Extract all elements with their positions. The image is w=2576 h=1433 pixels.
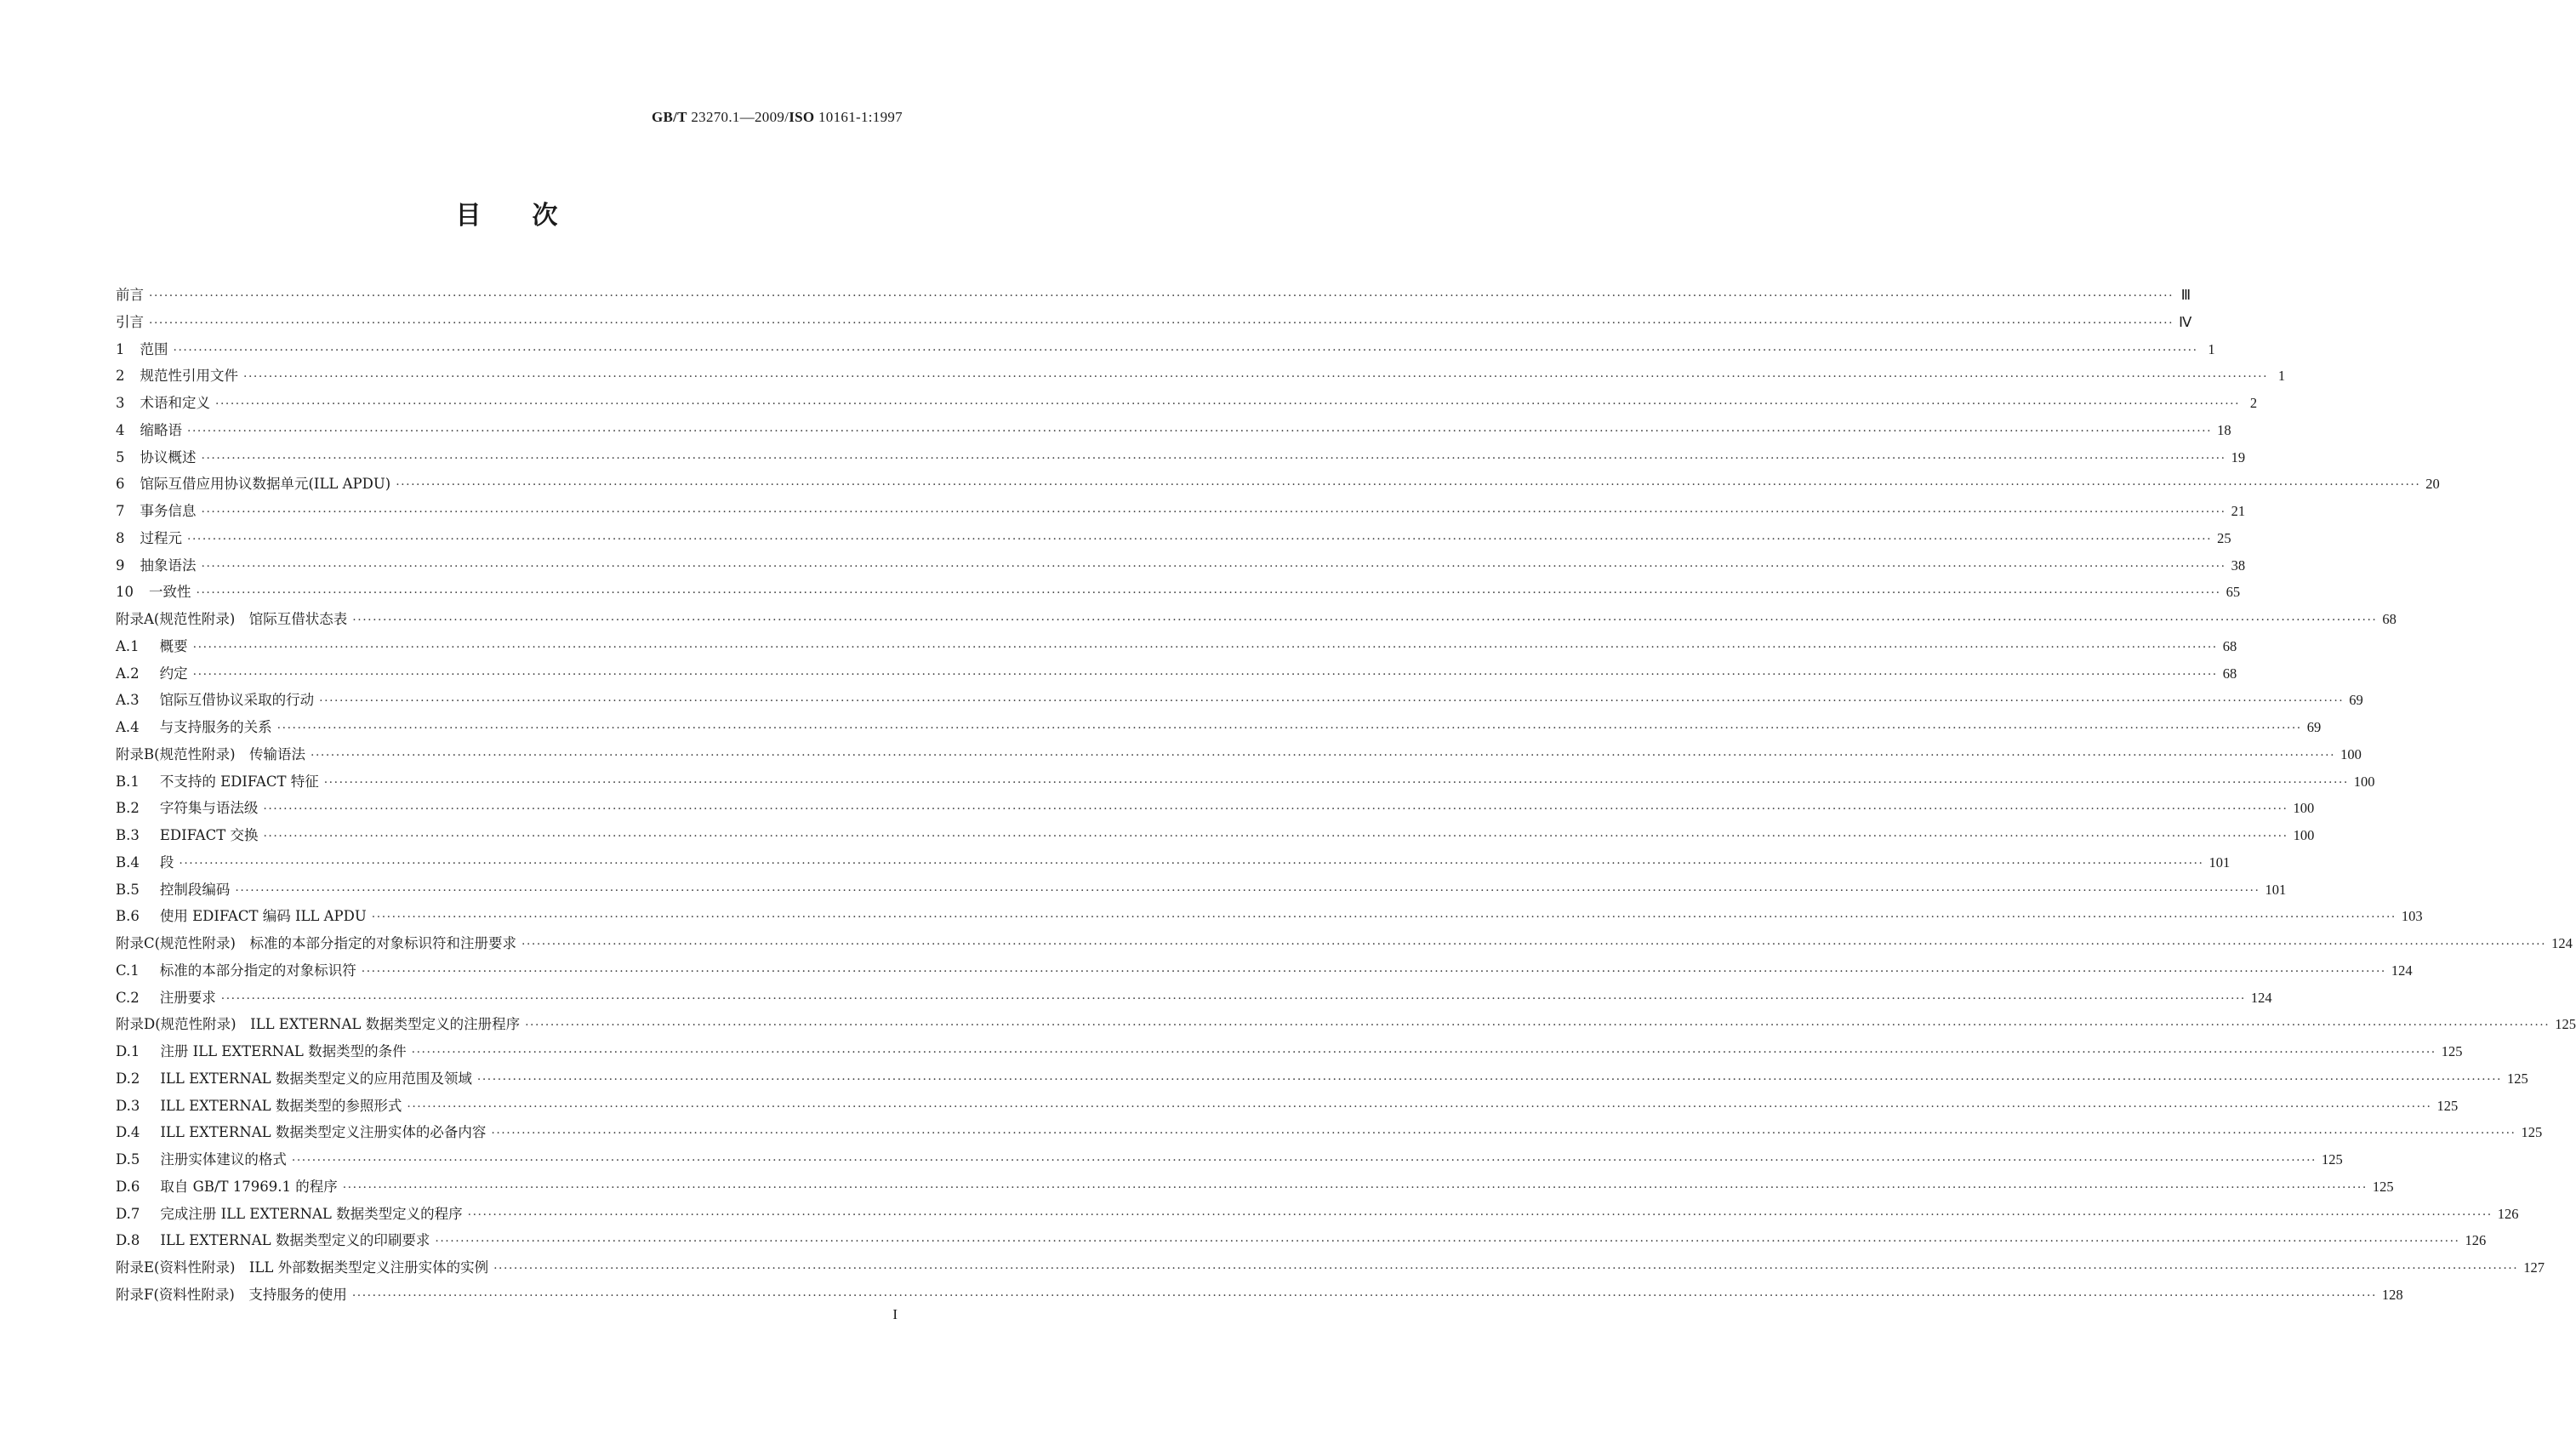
leader-dots: ················································································································································································································································································································································································································ (196, 586, 2221, 601)
toc-entry-number: C.1 (116, 962, 140, 979)
toc-entry[interactable] (116, 768, 2375, 796)
toc-entry-label: 使用 EDIFACT 编码 ILL APDU (159, 908, 367, 925)
toc-entry[interactable] (116, 1254, 2545, 1282)
toc-entry-title (116, 1011, 520, 1038)
leader-dots: ················································································································································································································································································································································································································ (521, 938, 2547, 951)
toc-entry-title (116, 741, 305, 768)
toc-entry-label: 注册要求 (159, 989, 216, 1006)
leader-dots: ················································································································································································································································································································································································································ (493, 1262, 2519, 1276)
toc-entry-number: D.6 (116, 1178, 140, 1195)
toc-entry-title (116, 417, 182, 444)
toc-entry-label: 附录D(规范性附录) ILL EXTERNAL 数据类型定义的注册程序 (116, 1016, 521, 1033)
toc-entry[interactable] (116, 1119, 2543, 1146)
toc-entry-label: 前言 (116, 287, 144, 303)
leader-dots: ················································································································································································································································································································································································································ (149, 289, 2174, 303)
toc-entry-label: 附录C(规范性附录) 标准的本部分指定的对象标识符和注册要求 (116, 935, 516, 951)
toc-entry-label: 注册实体建议的格式 (160, 1151, 287, 1168)
toc-entry-number: 9 (116, 557, 125, 574)
leader-dots: ················································································································································································································································································································································································································ (351, 1288, 2377, 1303)
toc-entry-title (116, 606, 347, 633)
toc-entry-page: 69 (2306, 719, 2322, 735)
toc-entry-label: 段 (159, 854, 174, 871)
toc-entry[interactable] (116, 552, 2246, 579)
leader-dots: ················································································································································································································································································································································································································ (235, 883, 2260, 898)
toc-entry-number: D.3 (116, 1097, 140, 1114)
toc-entry[interactable] (116, 714, 2322, 741)
leader-dots: ················································································································································································································································································································································································································ (396, 478, 2421, 493)
toc-entry-label: 控制段编码 (159, 881, 231, 898)
toc-entry-number: D.2 (116, 1070, 140, 1087)
leader-dots: ················································································································································································································································································································································································································ (220, 991, 2246, 1006)
toc-entry[interactable] (116, 498, 2246, 525)
toc-entry-title (116, 1038, 407, 1065)
toc-entry-number: C.2 (116, 989, 140, 1006)
toc-entry-title (116, 1093, 402, 1120)
toc-entry-page: Ⅲ (2180, 287, 2191, 303)
leader-dots: ················································································································································································································································································································································································································ (201, 559, 2226, 574)
toc-entry[interactable] (116, 1282, 2403, 1309)
toc-entry-label: 协议概述 (140, 448, 197, 465)
leader-dots: ················································································································································································································································································································································································································ (215, 397, 2241, 411)
toc-entry[interactable] (116, 444, 2246, 471)
leader-dots: ················································································································································································································································································································································································································ (187, 532, 2213, 546)
toc-entry[interactable] (116, 795, 2315, 822)
toc-entry[interactable] (116, 1065, 2528, 1093)
toc-entry-page: 21 (2231, 503, 2246, 519)
toc-entry[interactable] (116, 876, 2287, 904)
toc-entry-title (116, 1065, 472, 1093)
toc-entry[interactable] (116, 390, 2258, 417)
toc-entry-number: A.1 (116, 637, 140, 654)
toc-entry-label: 一致性 (149, 584, 191, 601)
leader-dots: ················································································································································································································································································································································································································ (319, 694, 2345, 709)
toc-entry-label: ILL EXTERNAL 数据类型的参照形式 (160, 1097, 402, 1114)
toc-entry-label: 取自 GB/T 17969.1 的程序 (160, 1178, 338, 1195)
toc-entry-page: 103 (2401, 908, 2423, 925)
leader-dots: ················································································································································································································································································································································································································ (342, 1180, 2368, 1195)
toc-entry-number: 4 (116, 421, 125, 438)
leader-dots: ················································································································································································································································································································································································································ (361, 964, 2386, 979)
toc-entry-page: 68 (2222, 637, 2237, 654)
toc-entry-number: 2 (116, 368, 125, 385)
toc-entry[interactable] (116, 1173, 2394, 1201)
toc-entry-title (116, 876, 230, 904)
leader-dots: ················································································································································································································································································································································································································ (323, 775, 2349, 790)
toc-entry[interactable] (116, 633, 2237, 660)
toc-entry-label: 事务信息 (140, 503, 197, 519)
toc-entry-title (116, 903, 367, 930)
toc-entry[interactable] (116, 985, 2272, 1012)
toc-entry-page: 124 (2391, 962, 2413, 979)
toc-entry-title (116, 1254, 488, 1282)
toc-entry-page: 18 (2217, 421, 2231, 438)
toc-entry-page: 125 (2441, 1043, 2463, 1059)
toc-entry-title (116, 1282, 347, 1309)
toc-entry-title (116, 444, 197, 471)
leader-dots: ················································································································································································································································································································································································································ (407, 1099, 2432, 1114)
page-number: I (892, 1306, 898, 1322)
toc-entry-page: 126 (2465, 1232, 2487, 1249)
toc-entry-page: 125 (2436, 1097, 2459, 1114)
toc-entry-page: 2 (2249, 395, 2258, 411)
leader-dots: ················································································································································································································································································································································································································ (201, 505, 2226, 519)
toc-entry[interactable] (116, 930, 2573, 957)
toc-entry-title (116, 282, 144, 309)
toc-entry-page: 125 (2321, 1151, 2343, 1168)
toc-entry-page: 126 (2497, 1205, 2519, 1222)
toc-entry-title (116, 849, 174, 876)
toc-entry-label: 抽象语法 (140, 557, 197, 574)
toc-entry-page: 124 (2551, 935, 2573, 951)
toc-entry[interactable] (116, 471, 2440, 498)
toc-entry-page: 20 (2425, 476, 2440, 493)
standard-code-prefix: GB/T (651, 109, 687, 125)
toc-entry[interactable] (116, 1011, 2576, 1038)
toc-entry[interactable] (116, 1201, 2519, 1228)
toc-entry-label: 引言 (116, 313, 144, 330)
toc-entry-title (116, 309, 144, 336)
toc-entry[interactable] (116, 417, 2231, 444)
toc-entry[interactable] (116, 741, 2362, 768)
toc-entry[interactable] (116, 363, 2286, 390)
toc-entry-title (116, 714, 272, 741)
toc-entry-title (116, 957, 356, 985)
toc-entry-label: 注册 ILL EXTERNAL 数据类型的条件 (160, 1043, 407, 1059)
toc-entry-page: 100 (2293, 800, 2315, 817)
toc-entry-page: 19 (2231, 448, 2246, 465)
toc-entry-page: 128 (2381, 1286, 2403, 1303)
toc-entry-number: B.6 (116, 908, 140, 925)
toc-entry-label: 馆际互借协议采取的行动 (159, 692, 315, 709)
leader-dots: ················································································································································································································································································································································································································ (352, 614, 2378, 627)
toc-entry-label: 术语和定义 (140, 395, 210, 411)
toc-entry-title (116, 687, 314, 714)
toc-entry-title (116, 930, 516, 957)
toc-entry-title (116, 822, 258, 849)
toc-entry[interactable] (116, 687, 2363, 714)
toc-entry-title (116, 1173, 338, 1201)
toc-entry-number: D.5 (116, 1151, 140, 1168)
toc-entry-label: 范围 (140, 340, 168, 357)
toc-entry-page: 68 (2382, 611, 2396, 627)
toc-entry-number: A.4 (116, 719, 140, 735)
toc-entry-page: 125 (2372, 1178, 2394, 1195)
toc-entry-number: D.7 (116, 1205, 140, 1222)
toc-entry-label: 缩略语 (140, 421, 182, 438)
standard-code (652, 109, 903, 126)
toc-entry-title (116, 525, 182, 552)
leader-dots: ················································································································································································································································································································································································································ (263, 802, 2288, 817)
toc-entry-title (116, 1227, 430, 1254)
leader-dots: ················································································································································································································································································································································································································ (411, 1046, 2436, 1059)
leader-dots: ················································································································································································································································································································································································································ (187, 424, 2213, 438)
toc-entry-number: B.4 (116, 854, 140, 871)
toc-entry[interactable] (116, 336, 2215, 363)
toc-entry-page: 100 (2293, 827, 2315, 843)
toc-entry-page: 100 (2353, 773, 2375, 790)
toc-entry-page: 69 (2349, 692, 2363, 709)
leader-dots: ················································································································································································································································································································································································································ (179, 856, 2204, 871)
toc-entry-title (116, 985, 216, 1012)
toc-entry-label: 完成注册 ILL EXTERNAL 数据类型定义的程序 (160, 1205, 463, 1222)
toc-entry-page: 125 (2506, 1070, 2528, 1087)
toc-entry-title (116, 633, 188, 660)
toc-entry[interactable] (116, 822, 2315, 849)
toc-entry-number: A.3 (116, 692, 140, 709)
leader-dots: ················································································································································································································································································································································································································ (149, 316, 2174, 330)
leader-dots: ················································································································································································································································································································································································································ (263, 830, 2288, 843)
leader-dots: ················································································································································································································································································································································································································ (291, 1154, 2317, 1168)
toc-entry[interactable] (116, 660, 2237, 688)
toc-entry-title (116, 768, 319, 796)
iso-number: 10161-1:1997 (814, 109, 903, 125)
toc-entry-title (116, 471, 390, 498)
toc-entry-title (116, 1201, 463, 1228)
toc-entry-title (116, 579, 191, 606)
toc-entry-page: 25 (2217, 529, 2231, 546)
leader-dots: ················································································································································································································································································································································································································ (525, 1019, 2550, 1033)
toc-entry[interactable] (116, 309, 2192, 336)
toc-entry[interactable] (116, 525, 2231, 552)
leader-dots: ················································································································································································································································································································································································································ (311, 748, 2336, 762)
toc-entry-label: 与支持服务的关系 (159, 719, 272, 735)
toc-entry-page: 101 (2265, 881, 2287, 898)
leader-dots: ················································································································································································································································································································································································································ (243, 370, 2269, 385)
toc-entry-label: 标准的本部分指定的对象标识符 (159, 962, 356, 979)
toc-entry-label: 附录E(资料性附录) ILL 外部数据类型定义注册实体的实例 (116, 1259, 489, 1276)
toc-entry-number: D.1 (116, 1043, 140, 1059)
toc-entry[interactable] (116, 1227, 2487, 1254)
toc-entry-label: ILL EXTERNAL 数据类型定义注册实体的必备内容 (160, 1124, 487, 1141)
toc-entry[interactable] (116, 606, 2396, 633)
toc-entry-number: 3 (116, 395, 125, 411)
toc-entry-page: 38 (2231, 557, 2246, 574)
toc-entry-number: 5 (116, 448, 125, 465)
toc-entry[interactable] (116, 957, 2413, 985)
toc-entry[interactable] (116, 282, 2191, 309)
standard-code-number: 23270.1—2009/ (687, 109, 789, 125)
toc-entry-label: 规范性引用文件 (140, 368, 238, 385)
toc-entry[interactable] (116, 579, 2241, 606)
toc-entry-title (116, 390, 210, 417)
toc-entry-page: 101 (2208, 854, 2231, 871)
toc-entry-title (116, 363, 238, 390)
toc-entry-title (116, 795, 258, 822)
toc-entry-title (116, 1146, 287, 1173)
toc-entry-number: B.1 (116, 773, 140, 790)
toc-entry-number: B.2 (116, 800, 140, 817)
leader-dots: ················································································································································································································································································································································································································ (192, 640, 2218, 654)
leader-dots: ················································································································································································································································································································································································································ (201, 451, 2226, 465)
leader-dots: ················································································································································································································································································································································································································ (371, 911, 2396, 925)
toc-entry-page: 125 (2521, 1124, 2543, 1141)
toc-entry-number: D.4 (116, 1124, 140, 1141)
toc-entry[interactable] (116, 1038, 2463, 1065)
leader-dots: ················································································································································································································································································································································································································ (276, 722, 2302, 735)
toc-entry[interactable] (116, 849, 2231, 876)
toc-entry-page: 124 (2250, 989, 2272, 1006)
toc-entry-number: B.5 (116, 881, 140, 898)
iso-prefix: ISO (789, 109, 815, 125)
toc-entry-page: 1 (2208, 340, 2215, 357)
toc-entry-page: 68 (2222, 665, 2237, 682)
toc-entry-label: 概要 (159, 637, 188, 654)
toc-entry-title (116, 498, 197, 525)
leader-dots: ················································································································································································································································································································································································································ (467, 1207, 2493, 1222)
toc-entry-label: 附录F(资料性附录) 支持服务的使用 (116, 1286, 347, 1303)
toc-entry-number: A.2 (116, 665, 140, 682)
toc-entry-label: ILL EXTERNAL 数据类型定义的应用范围及领域 (160, 1070, 472, 1087)
toc-entry-number: 6 (116, 476, 125, 493)
toc-entry-label: 字符集与语法级 (159, 800, 259, 817)
toc-entry-number: 7 (116, 503, 125, 519)
toc-entry-number: 8 (116, 529, 125, 546)
toc-entry-label: ILL EXTERNAL 数据类型定义的印刷要求 (160, 1232, 430, 1249)
toc-entry-page: Ⅳ (2179, 313, 2192, 330)
leader-dots: ················································································································································································································································································································································································································ (476, 1072, 2502, 1087)
toc-entry-page: 100 (2340, 745, 2362, 762)
toc-entry-label: 不支持的 EDIFACT 特征 (159, 773, 319, 790)
leader-dots: ················································································································································································································································································································································································································ (435, 1235, 2460, 1249)
page-title: 目次 (455, 201, 609, 231)
leader-dots: ················································································································································································································································································································································································································ (173, 343, 2198, 357)
toc-entry-number: 1 (116, 340, 125, 357)
toc-entry[interactable] (116, 903, 2423, 930)
toc-entry-title (116, 660, 188, 688)
toc-entry-number: B.3 (116, 827, 140, 843)
toc-entry-page: 125 (2555, 1016, 2576, 1033)
leader-dots: ················································································································································································································································································································································································································ (192, 667, 2218, 682)
toc-entry-number: D.8 (116, 1232, 140, 1249)
toc-entry-label: 附录A(规范性附录) 馆际互借状态表 (116, 611, 348, 627)
toc-entry-number: 10 (116, 584, 134, 601)
toc-entry[interactable] (116, 1093, 2459, 1120)
toc-entry-title (116, 336, 168, 363)
toc-entry-label: EDIFACT 交换 (159, 827, 259, 843)
toc-entry-page: 1 (2277, 368, 2286, 385)
leader-dots: ················································································································································································································································································································································································································ (491, 1127, 2516, 1141)
toc-entry[interactable] (116, 1146, 2343, 1173)
toc-entry-label: 附录B(规范性附录) 传输语法 (116, 745, 305, 762)
toc-entry-label: 馆际互借应用协议数据单元(ILL APDU) (140, 476, 391, 493)
toc-entry-page: 127 (2523, 1259, 2545, 1276)
toc-entry-label: 约定 (159, 665, 188, 682)
toc-entry-title (116, 552, 197, 579)
toc-entry-title (116, 1119, 486, 1146)
toc-entry-label: 过程元 (140, 529, 182, 546)
toc-entry-page: 65 (2226, 584, 2241, 601)
table-of-contents (116, 282, 2576, 1309)
